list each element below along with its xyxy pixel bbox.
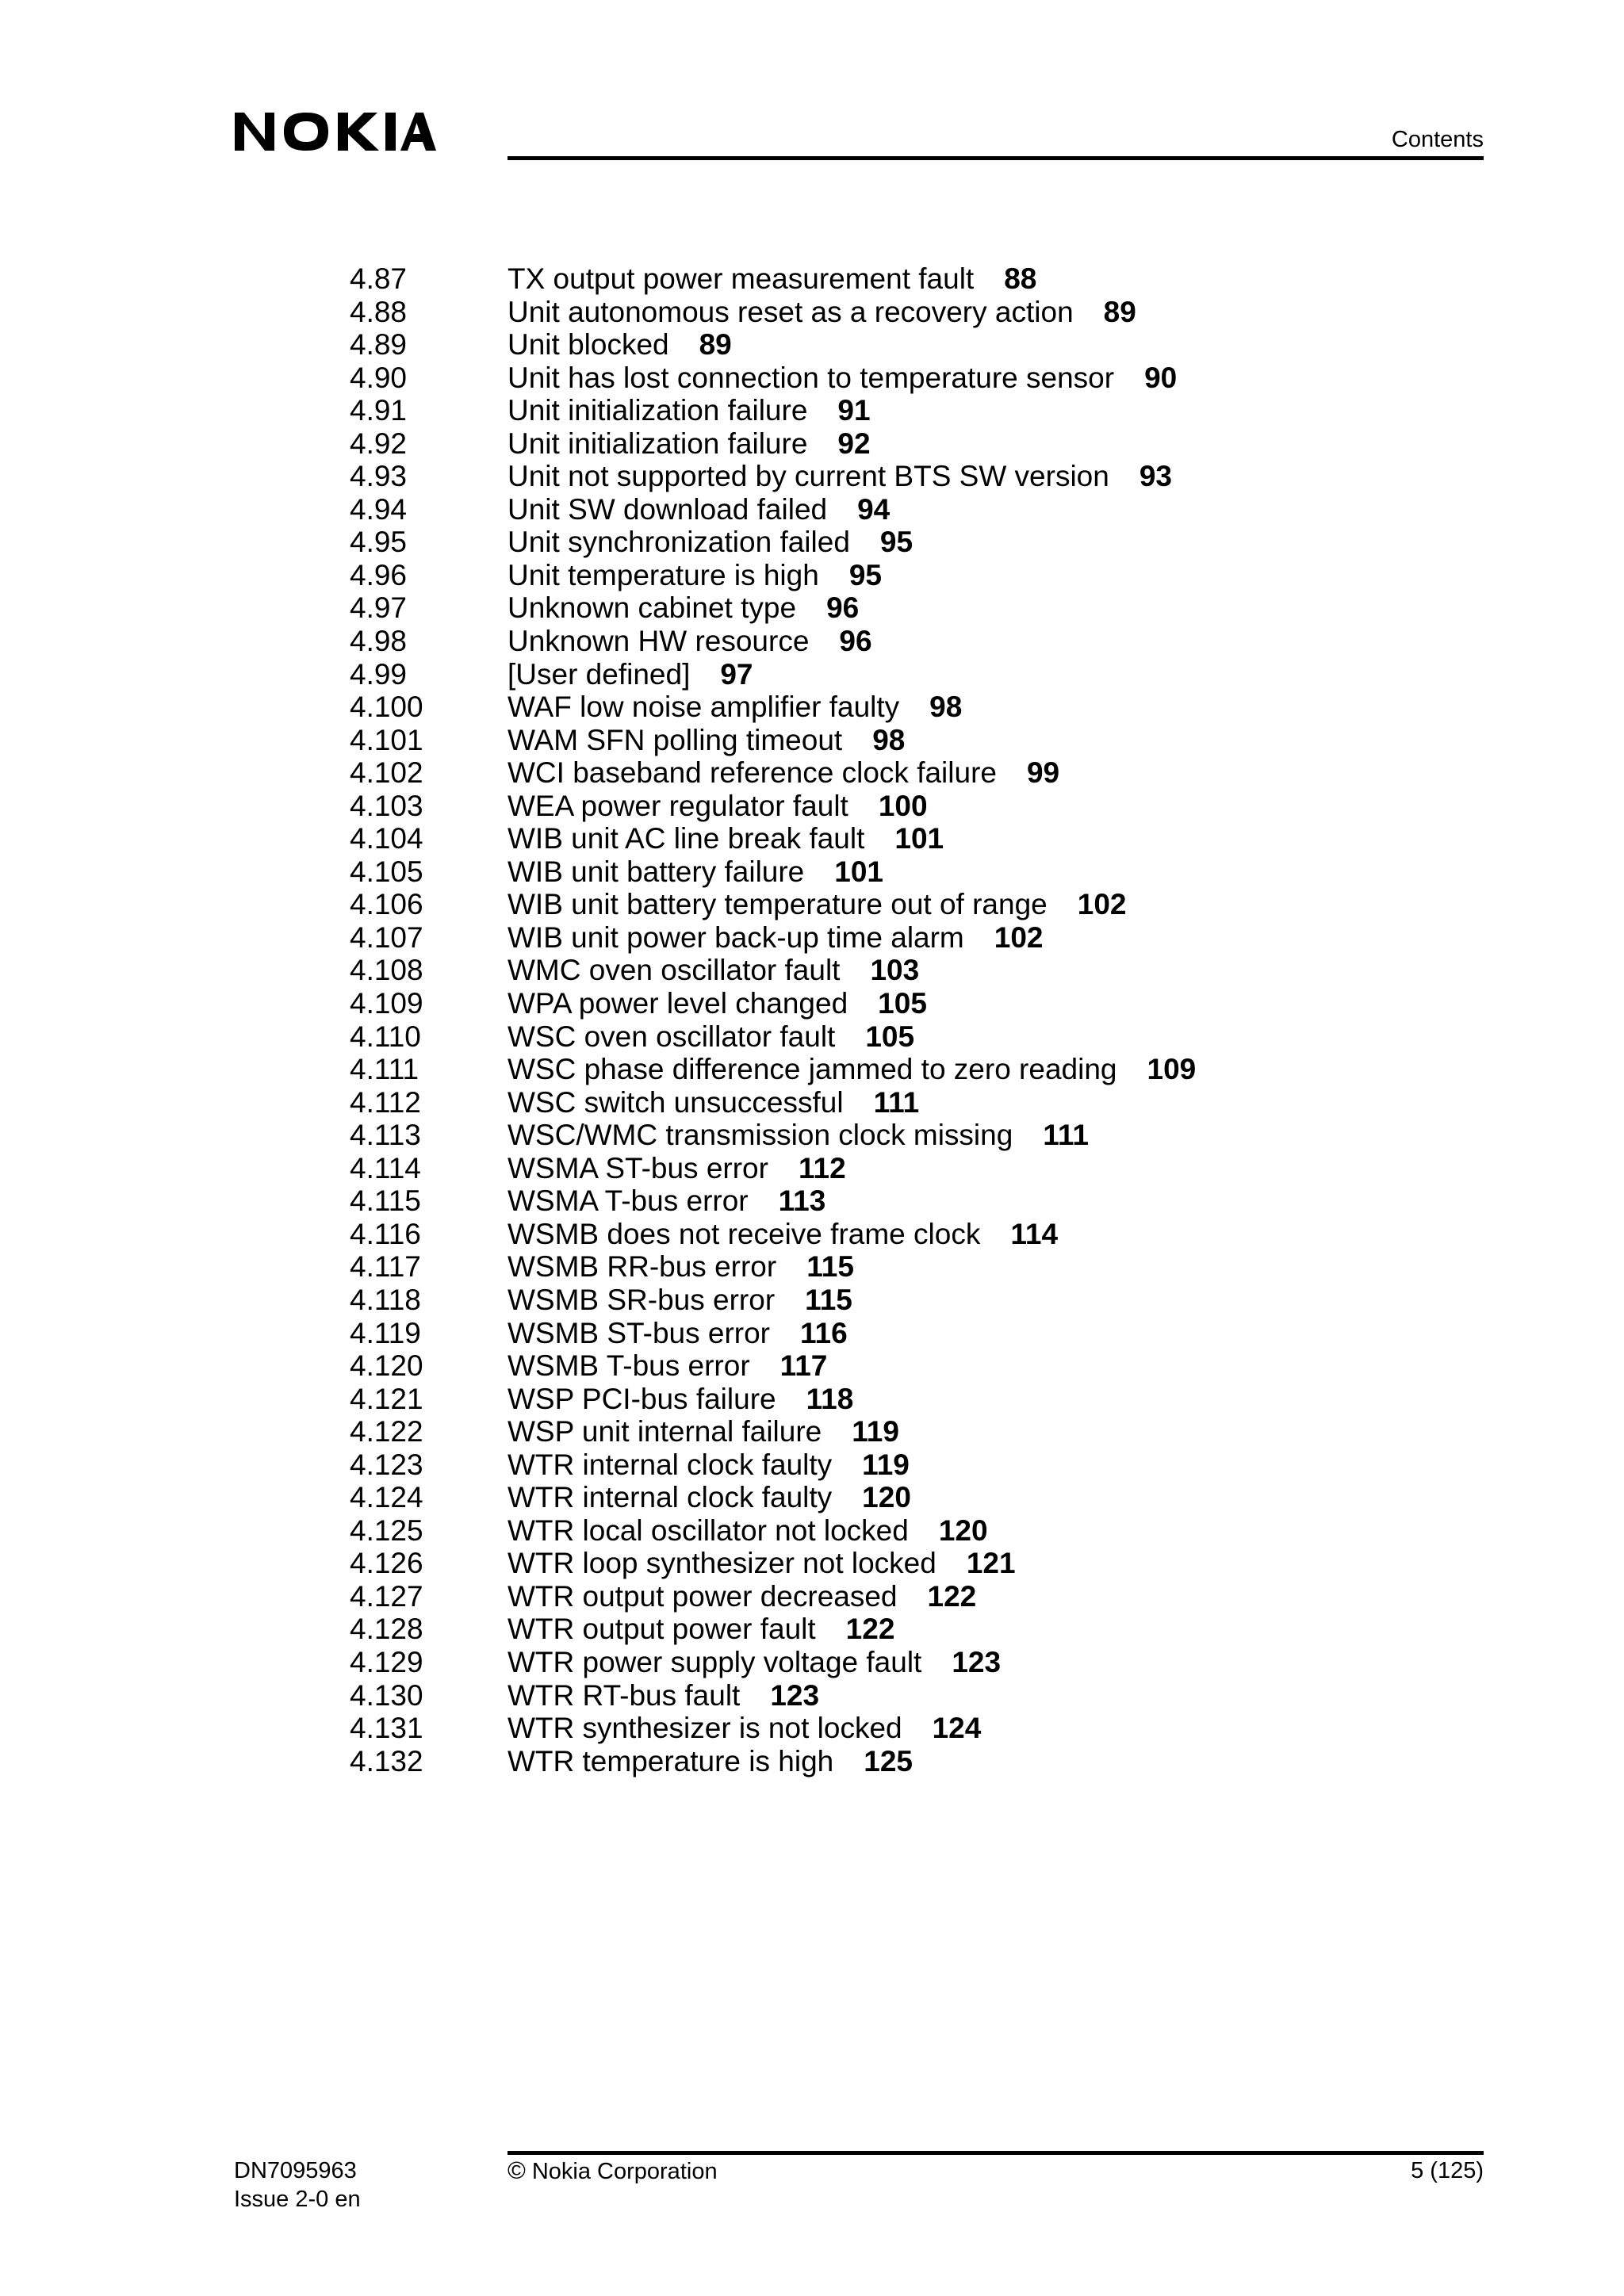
toc-entry[interactable] xyxy=(0,493,1624,526)
toc-entry[interactable] xyxy=(0,855,1624,889)
table-of-contents xyxy=(0,262,1624,1777)
toc-entry-title[interactable] xyxy=(508,658,753,691)
toc-entry-number: 4.98 xyxy=(350,625,408,658)
toc-entry-title[interactable] xyxy=(508,625,872,658)
toc-entry-title-text: WSP PCI-bus failure xyxy=(508,1382,776,1415)
toc-entry-page: 105 xyxy=(865,1020,915,1053)
toc-entry-title-text: Unit initialization failure xyxy=(508,427,808,460)
toc-entry-title[interactable] xyxy=(508,1053,1196,1086)
toc-entry-number: 4.93 xyxy=(350,460,408,493)
toc-entry-title-text: WIB unit AC line break fault xyxy=(508,822,865,855)
toc-entry-number: 4.127 xyxy=(350,1579,423,1613)
toc-entry-title-text: Unit initialization failure xyxy=(508,394,808,427)
issue-number: Issue 2-0 en xyxy=(234,2187,361,2212)
toc-entry-number: 4.102 xyxy=(350,756,423,790)
document-number: DN7095963 xyxy=(234,2158,357,2183)
toc-entry-title-text: WTR RT-bus fault xyxy=(508,1678,741,1712)
toc-entry-page: 115 xyxy=(805,1283,852,1316)
toc-entry-number: 4.125 xyxy=(350,1513,423,1547)
toc-entry-title[interactable] xyxy=(508,1448,910,1482)
toc-entry[interactable] xyxy=(0,1679,1624,1712)
toc-entry-title[interactable] xyxy=(508,1152,846,1185)
toc-entry[interactable] xyxy=(0,296,1624,329)
toc-entry-title[interactable] xyxy=(508,262,1036,296)
toc-entry-number: 4.124 xyxy=(350,1481,423,1514)
toc-entry[interactable] xyxy=(0,1152,1624,1185)
toc-entry-title-text: WSP unit internal failure xyxy=(508,1415,822,1448)
toc-entry[interactable] xyxy=(0,790,1624,823)
toc-entry-number: 4.95 xyxy=(350,526,408,559)
toc-entry-page: 111 xyxy=(1043,1119,1089,1152)
toc-entry-title[interactable] xyxy=(508,328,732,362)
toc-entry-page: 123 xyxy=(770,1678,820,1712)
toc-entry-number: 4.115 xyxy=(350,1184,421,1218)
toc-entry-number: 4.87 xyxy=(350,262,408,295)
toc-entry-number: 4.121 xyxy=(350,1382,423,1415)
toc-entry-number: 4.104 xyxy=(350,822,423,855)
toc-entry-title[interactable] xyxy=(508,1317,848,1350)
toc-entry-title[interactable] xyxy=(508,493,890,526)
toc-entry-page: 117 xyxy=(779,1349,828,1383)
toc-entry[interactable] xyxy=(0,394,1624,427)
toc-entry-number: 4.103 xyxy=(350,789,423,822)
toc-entry[interactable] xyxy=(0,1349,1624,1383)
toc-entry-number: 4.89 xyxy=(350,328,408,362)
footer-copyright xyxy=(508,2156,718,2186)
toc-entry[interactable] xyxy=(0,756,1624,790)
page-number: 5 (125) xyxy=(1411,2158,1484,2183)
toc-entry[interactable] xyxy=(0,427,1624,461)
toc-entry-page: 111 xyxy=(873,1085,920,1119)
toc-entry-page: 98 xyxy=(929,691,963,724)
toc-entry-title[interactable] xyxy=(508,1514,988,1548)
toc-entry[interactable] xyxy=(0,1053,1624,1086)
toc-entry-title[interactable] xyxy=(508,1218,1058,1251)
toc-entry[interactable] xyxy=(0,1613,1624,1646)
toc-entry-title[interactable] xyxy=(508,1349,827,1383)
toc-entry[interactable] xyxy=(0,1218,1624,1251)
toc-entry[interactable] xyxy=(0,1745,1624,1778)
toc-entry-number: 4.94 xyxy=(350,492,408,526)
toc-entry-title-text: WTR loop synthesizer not locked xyxy=(508,1547,936,1580)
toc-entry[interactable] xyxy=(0,724,1624,757)
toc-entry-title[interactable] xyxy=(508,1020,914,1054)
toc-entry-number: 4.105 xyxy=(350,855,423,888)
toc-entry-title-text: WSMA ST-bus error xyxy=(508,1151,768,1184)
toc-entry-page: 90 xyxy=(1144,361,1178,394)
toc-entry-title-text: Unit not supported by current BTS SW version xyxy=(508,460,1109,493)
toc-entry-title-text: WTR local oscillator not locked xyxy=(508,1513,909,1547)
toc-entry-title[interactable] xyxy=(508,724,905,757)
toc-entry-title[interactable] xyxy=(508,394,871,427)
toc-entry-title[interactable] xyxy=(508,362,1177,395)
toc-entry[interactable] xyxy=(0,888,1624,921)
toc-entry[interactable] xyxy=(0,625,1624,658)
toc-entry-title[interactable] xyxy=(508,921,1044,955)
toc-entry-page: 94 xyxy=(857,492,891,526)
toc-entry-page: 103 xyxy=(870,954,920,987)
toc-entry-title[interactable] xyxy=(508,987,927,1020)
toc-entry-title[interactable] xyxy=(508,1580,976,1613)
toc-entry-title-text: WTR synthesizer is not locked xyxy=(508,1712,902,1745)
toc-entry-page: 120 xyxy=(938,1513,988,1547)
toc-entry-title-text: Unit blocked xyxy=(508,328,669,362)
toc-entry-number: 4.97 xyxy=(350,591,408,625)
toc-entry-title-text: WSC switch unsuccessful xyxy=(508,1085,844,1119)
toc-entry-page: 115 xyxy=(806,1250,854,1284)
toc-entry-number: 4.91 xyxy=(350,394,408,427)
toc-entry[interactable] xyxy=(0,1184,1624,1218)
toc-entry-title-text: WAF low noise amplifier faulty xyxy=(508,691,900,724)
toc-entry-title[interactable] xyxy=(508,591,859,625)
toc-entry[interactable] xyxy=(0,658,1624,691)
toc-entry-title[interactable] xyxy=(508,1547,1016,1580)
toc-entry[interactable] xyxy=(0,1086,1624,1119)
toc-entry[interactable] xyxy=(0,1119,1624,1152)
toc-entry-title-text: WSMB SR-bus error xyxy=(508,1283,776,1316)
toc-entry[interactable] xyxy=(0,1646,1624,1679)
toc-entry-title-text: WSC phase difference jammed to zero reading xyxy=(508,1053,1117,1086)
toc-entry[interactable] xyxy=(0,1415,1624,1448)
toc-entry[interactable] xyxy=(0,460,1624,493)
toc-entry-page: 93 xyxy=(1139,460,1172,493)
toc-entry-page: 95 xyxy=(848,558,882,591)
footer-divider xyxy=(508,2151,1484,2155)
toc-entry-number: 4.109 xyxy=(350,987,423,1020)
toc-entry-title[interactable] xyxy=(508,460,1172,493)
toc-entry-title[interactable] xyxy=(508,1383,853,1416)
toc-entry-page: 121 xyxy=(966,1547,1016,1580)
toc-entry-title-text: Unknown HW resource xyxy=(508,625,810,658)
toc-entry-title[interactable] xyxy=(508,1119,1089,1152)
toc-entry-number: 4.111 xyxy=(350,1053,419,1086)
toc-entry-title-text: WSMB T-bus error xyxy=(508,1349,750,1383)
toc-entry[interactable] xyxy=(0,591,1624,625)
toc-entry-page: 112 xyxy=(798,1151,846,1184)
toc-entry-title-text: WPA power level changed xyxy=(508,987,848,1020)
toc-entry[interactable] xyxy=(0,262,1624,296)
toc-entry-page: 113 xyxy=(778,1184,826,1218)
toc-entry-title[interactable] xyxy=(508,427,871,461)
toc-entry-page: 101 xyxy=(894,822,944,855)
toc-entry[interactable] xyxy=(0,921,1624,955)
toc-entry-page: 91 xyxy=(837,394,871,427)
toc-entry-title-text: WIB unit battery temperature out of range xyxy=(508,888,1048,921)
section-title: Contents xyxy=(1391,127,1484,152)
toc-entry-title-text: WSC/WMC transmission clock missing xyxy=(508,1119,1013,1152)
toc-entry-number: 4.128 xyxy=(350,1613,423,1646)
toc-entry-title[interactable] xyxy=(508,526,913,559)
toc-entry-page: 99 xyxy=(1026,756,1060,790)
toc-entry-page: 101 xyxy=(834,855,883,888)
toc-entry-page: 96 xyxy=(826,591,860,625)
toc-entry[interactable] xyxy=(0,526,1624,559)
toc-entry-title[interactable] xyxy=(508,559,882,592)
toc-entry[interactable] xyxy=(0,1514,1624,1548)
toc-entry-page: 95 xyxy=(879,526,914,559)
toc-entry-page: 123 xyxy=(952,1645,1002,1678)
toc-entry-page: 116 xyxy=(800,1316,848,1349)
toc-entry-title[interactable] xyxy=(508,1745,913,1778)
toc-entry-number: 4.113 xyxy=(350,1119,421,1152)
toc-entry[interactable] xyxy=(0,1317,1624,1350)
toc-entry-page: 105 xyxy=(878,987,927,1020)
toc-entry-page: 124 xyxy=(932,1712,982,1745)
toc-entry-title-text: Unit SW download failed xyxy=(508,492,828,526)
toc-entry-number: 4.110 xyxy=(350,1020,421,1053)
toc-entry-page: 98 xyxy=(872,723,906,756)
toc-entry-title-text: WMC oven oscillator fault xyxy=(508,954,841,987)
toc-entry-title-text: WTR output power decreased xyxy=(508,1579,898,1613)
toc-entry-title[interactable] xyxy=(508,1481,911,1514)
toc-entry-number: 4.99 xyxy=(350,657,408,691)
toc-entry-title[interactable] xyxy=(508,1712,981,1745)
toc-entry-title-text: WIB unit battery failure xyxy=(508,855,805,888)
toc-entry-page: 114 xyxy=(1010,1217,1059,1250)
toc-entry[interactable] xyxy=(0,1448,1624,1482)
toc-entry-number: 4.122 xyxy=(350,1415,423,1448)
toc-entry-title-text: WTR output power fault xyxy=(508,1613,816,1646)
toc-entry-number: 4.116 xyxy=(350,1217,421,1250)
toc-entry[interactable] xyxy=(0,328,1624,362)
toc-entry[interactable] xyxy=(0,822,1624,855)
toc-entry-page: 88 xyxy=(1004,262,1037,295)
toc-entry-number: 4.130 xyxy=(350,1678,423,1712)
toc-entry-title[interactable] xyxy=(508,1086,919,1119)
toc-entry-number: 4.129 xyxy=(350,1645,423,1678)
toc-entry-number: 4.100 xyxy=(350,691,423,724)
toc-entry-title-text: WSMB does not receive frame clock xyxy=(508,1217,981,1250)
nokia-logo xyxy=(235,113,436,151)
toc-entry-number: 4.119 xyxy=(350,1316,421,1349)
toc-entry-title-text: Unit has lost connection to temperature sensor xyxy=(508,361,1115,394)
toc-entry-number: 4.108 xyxy=(350,954,423,987)
toc-entry-page: 89 xyxy=(1103,295,1136,328)
toc-entry-number: 4.117 xyxy=(350,1250,421,1284)
toc-entry-title[interactable] xyxy=(508,790,928,823)
toc-entry[interactable] xyxy=(0,691,1624,724)
toc-entry-page: 92 xyxy=(837,427,871,460)
toc-entry-title[interactable] xyxy=(508,1184,825,1218)
toc-entry-number: 4.101 xyxy=(350,723,423,756)
toc-entry-title[interactable] xyxy=(508,691,962,724)
toc-entry-title[interactable] xyxy=(508,756,1059,790)
toc-entry-number: 4.114 xyxy=(350,1151,421,1184)
header-divider xyxy=(508,156,1484,160)
toc-entry-number: 4.132 xyxy=(350,1744,423,1777)
toc-entry[interactable] xyxy=(0,1020,1624,1054)
toc-entry-title[interactable] xyxy=(508,822,944,855)
toc-entry-page: 119 xyxy=(862,1448,910,1481)
toc-entry-title-text: WCI baseband reference clock failure xyxy=(508,756,997,790)
toc-entry-title-text: WEA power regulator fault xyxy=(508,789,848,822)
toc-entry-title-text: TX output power measurement fault xyxy=(508,262,975,295)
toc-entry[interactable] xyxy=(0,1284,1624,1317)
toc-entry-title-text: WTR internal clock faulty xyxy=(508,1448,833,1481)
toc-entry-page: 122 xyxy=(845,1613,895,1646)
copyright-icon: © xyxy=(508,2156,526,2184)
toc-entry-title[interactable] xyxy=(508,954,919,987)
toc-entry-title[interactable] xyxy=(508,1679,819,1712)
toc-entry-title-text: Unit autonomous reset as a recovery action xyxy=(508,295,1074,328)
toc-entry-page: 119 xyxy=(852,1415,899,1448)
toc-entry-page: 122 xyxy=(927,1579,977,1613)
toc-entry-title-text: WTR internal clock faulty xyxy=(508,1481,833,1514)
toc-entry-page: 118 xyxy=(806,1382,854,1415)
toc-entry-number: 4.96 xyxy=(350,558,408,591)
toc-entry-title[interactable] xyxy=(508,1284,852,1317)
toc-entry[interactable] xyxy=(0,559,1624,592)
toc-entry-title-text: WSMA T-bus error xyxy=(508,1184,749,1218)
toc-entry-title-text: Unknown cabinet type xyxy=(508,591,797,625)
toc-entry-page: 97 xyxy=(720,657,753,691)
toc-entry-number: 4.106 xyxy=(350,888,423,921)
toc-entry-title[interactable] xyxy=(508,1646,1001,1679)
toc-entry[interactable] xyxy=(0,1712,1624,1745)
toc-entry[interactable] xyxy=(0,987,1624,1020)
toc-entry-page: 96 xyxy=(839,625,872,658)
toc-entry[interactable] xyxy=(0,1481,1624,1514)
toc-entry-page: 120 xyxy=(862,1481,911,1514)
toc-entry-title-text: WSMB RR-bus error xyxy=(508,1250,777,1284)
toc-entry-title[interactable] xyxy=(508,296,1136,329)
toc-entry-number: 4.92 xyxy=(350,427,408,460)
toc-entry-number: 4.126 xyxy=(350,1547,423,1580)
footer-document-info xyxy=(234,2156,361,2214)
toc-entry-page: 100 xyxy=(878,789,928,822)
toc-entry-title[interactable] xyxy=(508,855,883,889)
toc-entry-number: 4.120 xyxy=(350,1349,423,1383)
toc-entry-title-text: WSC oven oscillator fault xyxy=(508,1020,836,1053)
toc-entry[interactable] xyxy=(0,1547,1624,1580)
toc-entry-number: 4.90 xyxy=(350,361,408,394)
toc-entry[interactable] xyxy=(0,362,1624,395)
toc-entry-title-text: WTR temperature is high xyxy=(508,1744,834,1777)
toc-entry-title-text: [User defined] xyxy=(508,657,691,691)
toc-entry-page: 125 xyxy=(864,1744,913,1777)
toc-entry-title-text: Unit temperature is high xyxy=(508,558,819,591)
toc-entry-number: 4.123 xyxy=(350,1448,423,1481)
toc-entry[interactable] xyxy=(0,1383,1624,1416)
toc-entry-number: 4.118 xyxy=(350,1283,421,1316)
toc-entry[interactable] xyxy=(0,954,1624,987)
toc-entry-page: 102 xyxy=(994,920,1044,954)
toc-entry-title-text: WSMB ST-bus error xyxy=(508,1316,770,1349)
toc-entry-title[interactable] xyxy=(508,1250,854,1284)
toc-entry-page: 109 xyxy=(1147,1053,1197,1086)
toc-entry-page: 89 xyxy=(699,328,732,362)
toc-entry-page: 102 xyxy=(1077,888,1127,921)
toc-entry-title-text: WTR power supply voltage fault xyxy=(508,1645,922,1678)
toc-entry-number: 4.131 xyxy=(350,1712,423,1745)
toc-entry[interactable] xyxy=(0,1580,1624,1613)
toc-entry-title[interactable] xyxy=(508,1613,894,1646)
toc-entry-title-text: WIB unit power back-up time alarm xyxy=(508,920,964,954)
toc-entry-title-text: Unit synchronization failed xyxy=(508,526,850,559)
toc-entry[interactable] xyxy=(0,1250,1624,1284)
toc-entry-title[interactable] xyxy=(508,1415,899,1448)
toc-entry-number: 4.107 xyxy=(350,920,423,954)
toc-entry-title[interactable] xyxy=(508,888,1126,921)
toc-entry-title-text: WAM SFN polling timeout xyxy=(508,723,843,756)
toc-entry-number: 4.88 xyxy=(350,295,408,328)
copyright-text: Nokia Corporation xyxy=(531,2159,718,2184)
toc-entry-number: 4.112 xyxy=(350,1085,421,1119)
